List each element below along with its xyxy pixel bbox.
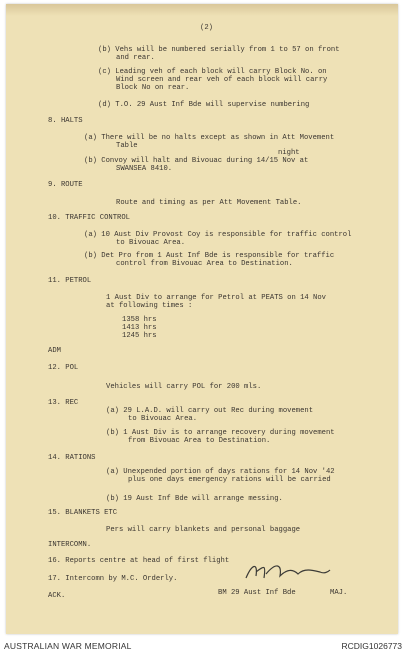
- document-page: [6, 4, 398, 634]
- text-line: 17. Intercomn by M.C. Orderly.: [48, 575, 178, 583]
- text-line: 13. REC: [48, 399, 79, 407]
- text-line: 1358 hrs: [122, 316, 157, 324]
- text-line: INTERCOMN.: [48, 541, 92, 549]
- footer-source: AUSTRALIAN WAR MEMORIAL: [4, 641, 132, 651]
- text-line: (a) 29 L.A.D. will carry out Rec during movement: [106, 407, 314, 415]
- text-line: Vehicles will carry POL for 200 mls.: [106, 383, 262, 391]
- text-line: Route and timing as per Att Movement Table.: [116, 199, 302, 207]
- text-line: to Bivouac Area.: [128, 415, 198, 423]
- text-line: ADM: [48, 347, 61, 355]
- text-line: to Bivouac Area.: [116, 239, 186, 247]
- text-line: 8. HALTS: [48, 117, 83, 125]
- footer-id: RCDIG1026773: [341, 641, 402, 651]
- text-line: 16. Reports centre at head of first flight: [48, 557, 230, 565]
- text-line: 14. RATIONS: [48, 454, 96, 462]
- archive-footer: [0, 638, 406, 654]
- text-line: BM 29 Aust Inf Bde: [218, 589, 296, 597]
- text-line: 10. TRAFFIC CONTROL: [48, 214, 130, 222]
- text-line: plus one days emergency rations will be carried: [128, 476, 331, 484]
- text-line: from Bivouac Area to Destination.: [128, 437, 271, 445]
- text-line: (c) Leading veh of each block will carry Block No. on: [98, 68, 327, 76]
- text-line: (d) T.O. 29 Aust Inf Bde will supervise numbering: [98, 101, 310, 109]
- text-line: (a) There will be no halts except as shown in Att Movement: [84, 134, 335, 142]
- text-line: 1245 hrs: [122, 332, 157, 340]
- text-line: and rear.: [116, 54, 155, 62]
- text-line: 11. PETROL: [48, 277, 92, 285]
- text-line: 12. POL: [48, 364, 79, 372]
- text-line: (b) Vehs will be numbered serially from 1 to 57 on front: [98, 46, 340, 54]
- text-line: MAJ.: [330, 589, 348, 597]
- text-line: 1413 hrs: [122, 324, 157, 332]
- text-line: (b) 19 Aust Inf Bde will arrange messing.: [106, 495, 283, 503]
- text-line: 1 Aust Div to arrange for Petrol at PEATS on 14 Nov: [106, 294, 326, 302]
- signature: [242, 560, 332, 584]
- text-line: (b) Convoy will halt and Bivouac during 14/15 Nov at: [84, 157, 309, 165]
- text-line: 9. ROUTE: [48, 181, 83, 189]
- text-line: SWANSEA 8410.: [116, 165, 173, 173]
- text-line: Block No on rear.: [116, 84, 190, 92]
- text-line: (b) 1 Aust Div is to arrange recovery during movement: [106, 429, 335, 437]
- text-line: (a) Unexpended portion of days rations for 14 Nov '42: [106, 468, 335, 476]
- text-line: (a) 10 Aust Div Provost Coy is responsible for traffic control: [84, 231, 352, 239]
- text-line: Wind screen and rear veh of each block will carry: [116, 76, 328, 84]
- text-line: Table: [116, 142, 138, 150]
- text-line: control from Bivouac Area to Destination.: [116, 260, 293, 268]
- page-number: (2): [200, 24, 213, 32]
- text-line: 15. BLANKETS ETC: [48, 509, 118, 517]
- text-line: night: [278, 149, 300, 157]
- text-line: at following times :: [106, 302, 193, 310]
- text-line: Pers will carry blankets and personal baggage: [106, 526, 301, 534]
- text-line: (b) Det Pro from 1 Aust Inf Bde is responsible for traffic: [84, 252, 335, 260]
- text-line: ACK.: [48, 592, 66, 600]
